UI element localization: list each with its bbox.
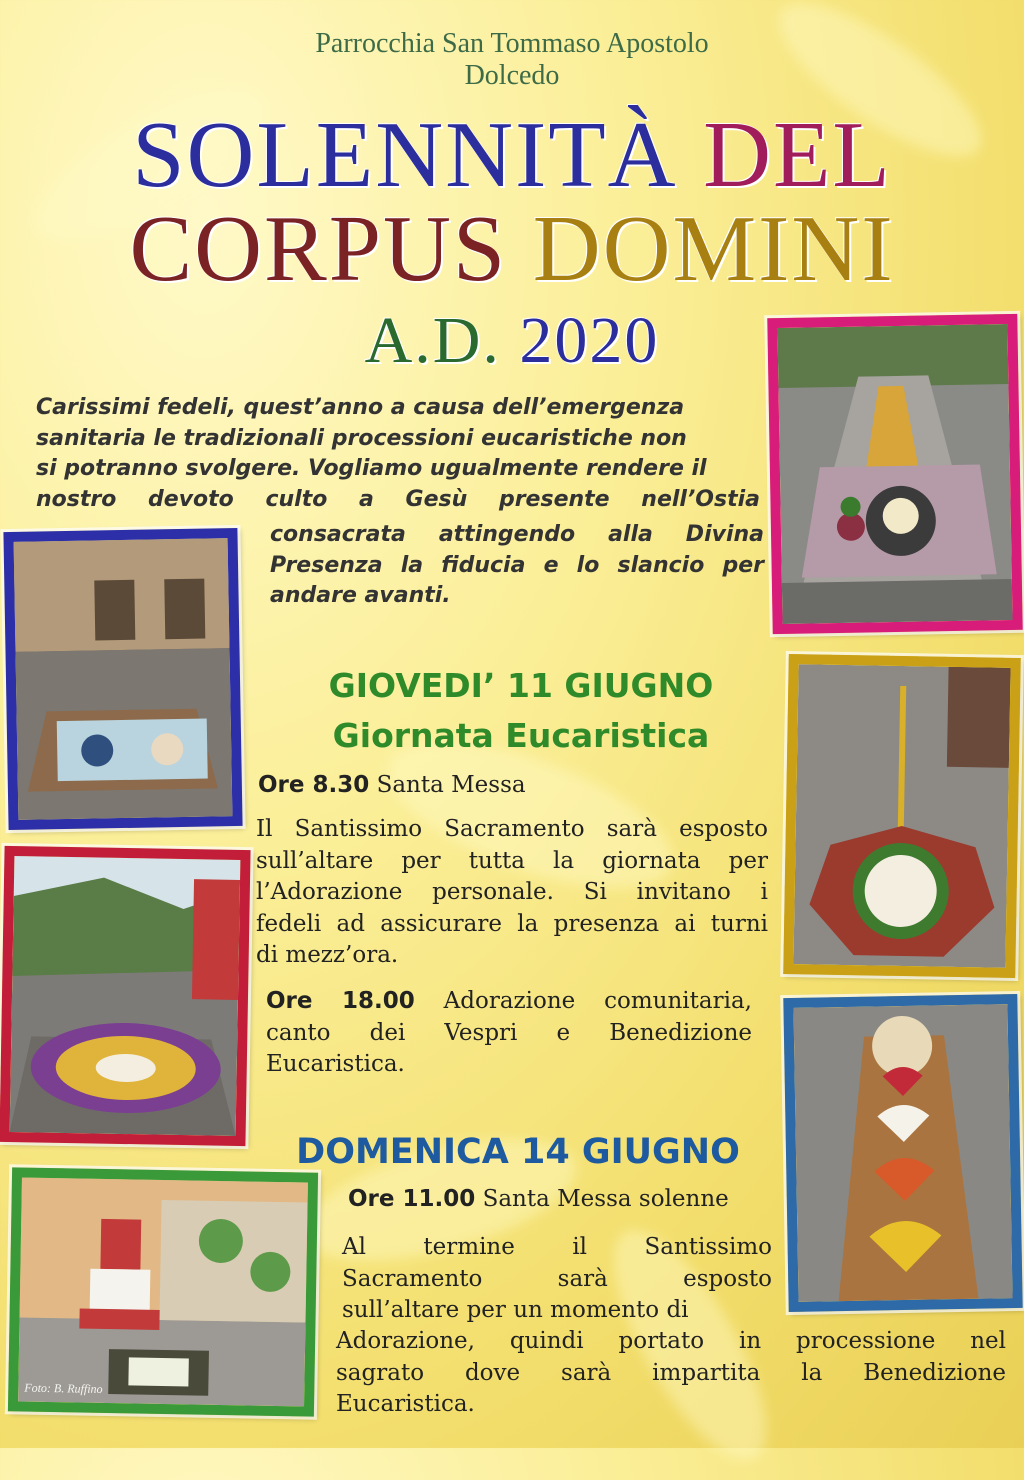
photo-sunburst-image bbox=[10, 856, 241, 1136]
sunday-time-1: Ore 11.00 bbox=[348, 1186, 476, 1212]
sunday-line: Al termine il Santissimo bbox=[342, 1234, 772, 1260]
thursday-line: Il Santissimo Sacramento sarà esposto bbox=[256, 816, 768, 842]
photo-jhs-image bbox=[793, 664, 1010, 968]
photo-chalice-image bbox=[777, 324, 1012, 624]
thursday-line: fedeli ad assicurare la presenza ai turni bbox=[256, 910, 768, 937]
thursday-description bbox=[256, 814, 768, 972]
intro-line: andare avanti. bbox=[270, 583, 451, 608]
thursday-time-1: Ore 8.30 bbox=[258, 772, 370, 798]
thursday-time-2: Ore 18.00 bbox=[266, 988, 415, 1014]
sunday-description-top bbox=[342, 1232, 772, 1327]
sunday-mass bbox=[348, 1184, 788, 1216]
year-ad: A.D. bbox=[364, 304, 501, 377]
parish-town: Dolcedo bbox=[464, 60, 560, 91]
photo-hearts-carpet bbox=[783, 994, 1022, 1312]
sunday-line: sagrato dove sarà impartita la Benedizione bbox=[336, 1359, 1006, 1386]
title-word-corpus: CORPUS bbox=[129, 197, 508, 301]
parish-name: Parrocchia San Tommaso Apostolo bbox=[315, 28, 709, 59]
photo-sunburst-carpet bbox=[0, 846, 251, 1146]
thursday-event-2a: Adorazione comunitaria, bbox=[443, 988, 752, 1014]
thursday-adoration-line: canto dei Vespri e Benedizione bbox=[266, 1019, 752, 1046]
sunday-line: sull’altare per un momento di bbox=[342, 1297, 689, 1323]
photo-chalice-carpet bbox=[767, 314, 1022, 634]
photo-credit: Foto: B. Ruffino bbox=[24, 1380, 103, 1396]
main-title-line2 bbox=[0, 197, 1024, 301]
intro-line: sanitaria le tradizionali processioni eucaristiche non bbox=[36, 425, 687, 451]
sunday-line: Adorazione, quindi portato in processione nel bbox=[336, 1328, 1006, 1354]
intro-line: nostro devoto culto a Gesù presente nell’Ostia bbox=[36, 486, 760, 512]
intro-paragraph-top bbox=[36, 393, 760, 515]
sunday-line: Sacramento sarà esposto bbox=[342, 1265, 772, 1292]
intro-line: Presenza la fiducia e lo slancio per bbox=[270, 552, 764, 578]
intro-line: Carissimi fedeli, quest’anno a causa dell’emergenza bbox=[36, 395, 685, 420]
thursday-line: l’Adorazione personale. Si invitano i bbox=[256, 879, 768, 905]
sunday-line: Eucaristica. bbox=[336, 1391, 475, 1417]
thursday-line: sull’altare per tutta la giornata per bbox=[256, 847, 768, 874]
photo-courtyard-carpet bbox=[3, 528, 242, 830]
title-word-domini: DOMINI bbox=[532, 197, 895, 301]
main-title-line1 bbox=[0, 103, 1024, 207]
photo-courtyard-image bbox=[14, 538, 233, 820]
photo-altar-image bbox=[18, 1178, 308, 1407]
photo-altar-square bbox=[8, 1167, 318, 1416]
intro-line: consacrata attingendo alla Divina bbox=[270, 522, 764, 547]
sunday-event-1: Santa Messa solenne bbox=[482, 1186, 729, 1212]
thursday-event-1: Santa Messa bbox=[376, 772, 526, 798]
year-number: 2020 bbox=[519, 304, 660, 377]
thursday-heading: GIOVEDI’ 11 GIUGNO bbox=[328, 666, 714, 705]
thursday-line: di mezz’ora. bbox=[256, 942, 399, 968]
thursday-subheading: Giornata Eucaristica bbox=[332, 716, 710, 755]
thursday-adoration-line: Eucaristica. bbox=[266, 1051, 405, 1077]
intro-line: si potranno svolgere. Vogliamo ugualmente rendere il bbox=[36, 456, 707, 481]
photo-jhs-carpet bbox=[783, 654, 1021, 978]
thursday-mass bbox=[258, 770, 768, 802]
title-word-solennita: SOLENNITÀ bbox=[132, 103, 678, 207]
intro-paragraph-bottom bbox=[270, 520, 764, 612]
sunday-description-bottom bbox=[336, 1326, 1006, 1421]
sunday-heading: DOMENICA 14 GIUGNO bbox=[296, 1132, 740, 1172]
title-word-del: DEL bbox=[703, 103, 892, 207]
thursday-adoration-line bbox=[266, 986, 752, 1018]
thursday-adoration bbox=[266, 986, 752, 1081]
photo-hearts-image bbox=[793, 1004, 1012, 1302]
